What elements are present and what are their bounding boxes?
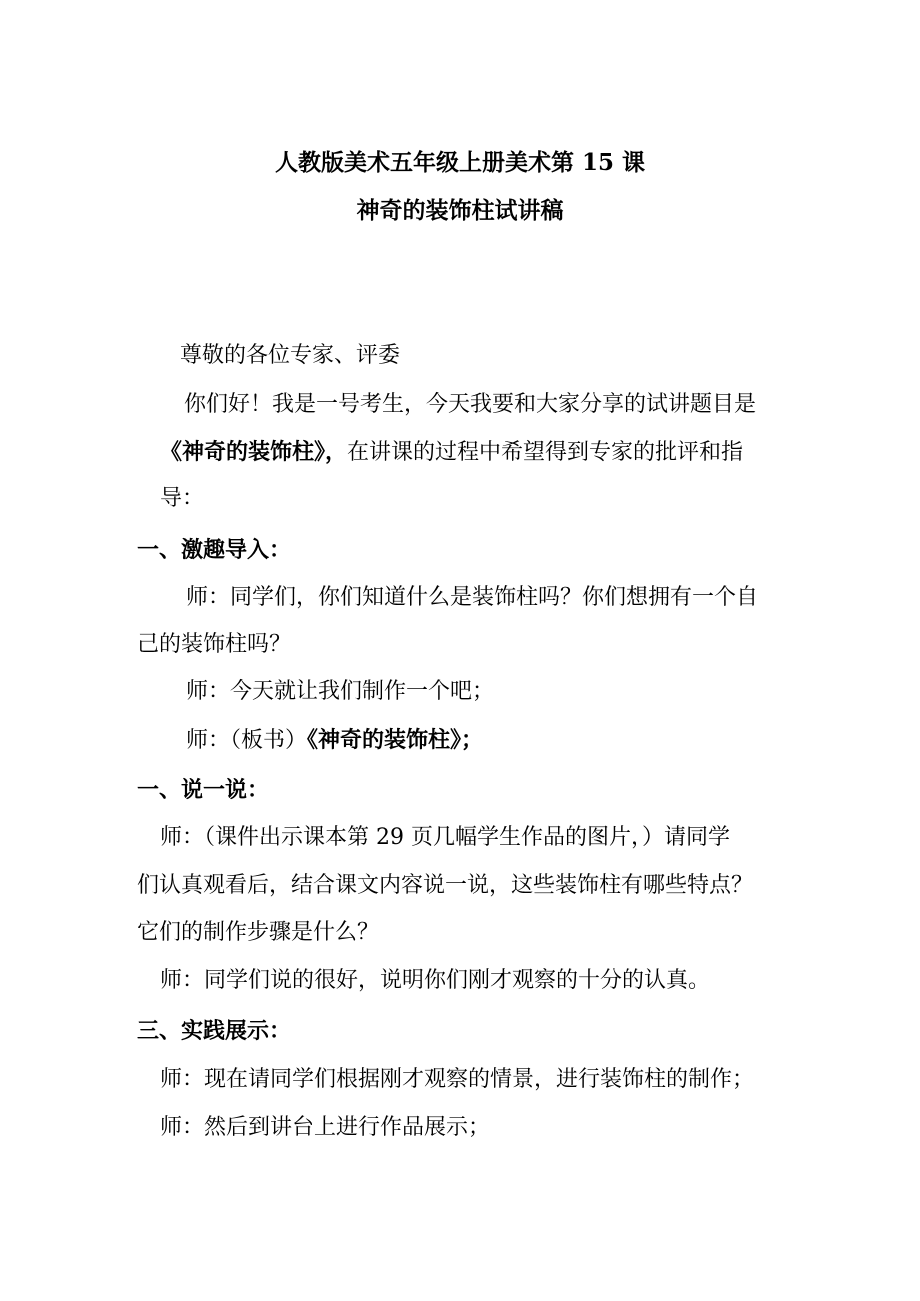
lesson-title: 人教版美术五年级上册美术第 15 课: [274, 149, 646, 176]
intro-line-2-text: 在讲课的过程中希望得到专家的批评和指: [347, 440, 744, 465]
intro-line-2: [160, 437, 743, 468]
intro-lesson-name: 《神奇的装饰柱》，: [160, 439, 348, 465]
lesson-subtitle: 神奇的装饰柱试讲稿: [356, 197, 564, 224]
section-practice-line: 师：现在请同学们根据刚才观察的情景，进行装饰柱的制作；: [160, 1067, 755, 1092]
section-practice-line: 师：然后到讲台上进行作品展示；: [160, 1115, 491, 1140]
section-discuss-line: 师：（课件出示课本第 29 页几幅学生作品的图片，）请同学: [160, 825, 730, 850]
section-intro-line: 己的装饰柱吗？: [137, 632, 292, 657]
board-prefix: 师：（板书）: [186, 728, 308, 753]
board-title: 《神奇的装饰柱》；: [307, 727, 484, 753]
section-intro-board-line: [186, 725, 483, 756]
intro-line-1: 你们好！我是一号考生，今天我要和大家分享的试讲题目是: [184, 392, 757, 417]
section-discuss-line: 们认真观看后，结合课文内容说一说，这些装饰柱有哪些特点？: [137, 873, 754, 898]
section-discuss-line: 它们的制作步骤是什么？: [137, 920, 380, 945]
section-intro-line: 师：今天就让我们制作一个吧；: [186, 679, 495, 704]
greeting: 尊敬的各位专家、评委: [180, 343, 401, 368]
section-heading-intro: 一、激趣导入：: [137, 537, 292, 563]
section-heading-discuss: 一、说一说：: [137, 777, 270, 803]
section-discuss-line: 师：同学们说的很好，说明你们刚才观察的十分的认真。: [160, 968, 711, 993]
section-heading-practice: 三、实践展示：: [137, 1018, 292, 1044]
intro-line-3: 导：: [160, 486, 205, 511]
section-intro-line: 师：同学们，你们知道什么是装饰柱吗？你们想拥有一个自: [186, 585, 759, 610]
